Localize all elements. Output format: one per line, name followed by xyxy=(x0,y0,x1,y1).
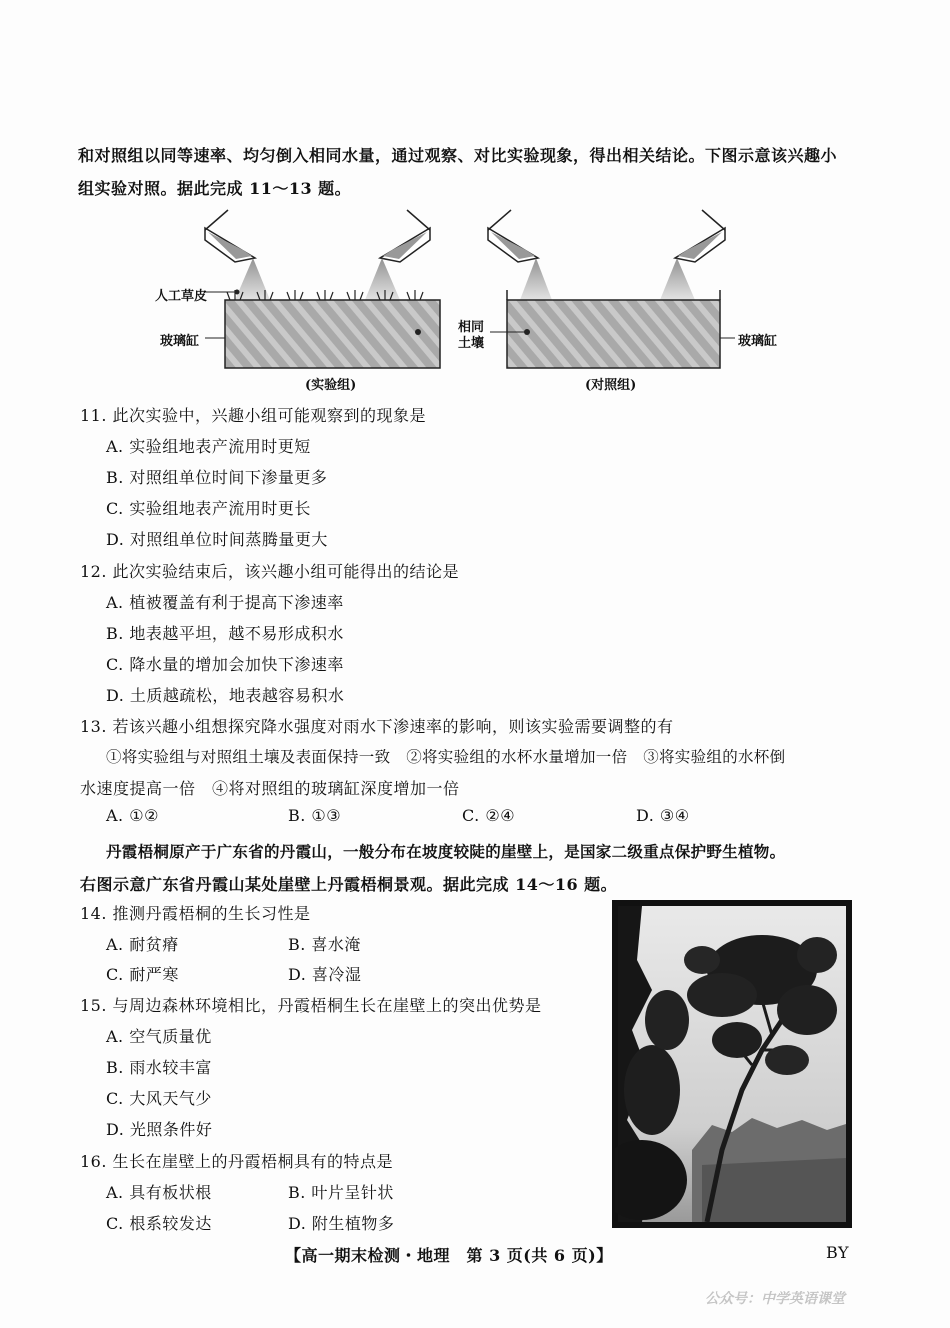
label-same-soil-1: 相同 xyxy=(458,320,485,335)
q11-option-a[interactable]: A. 实验组地表产流用时更短 xyxy=(106,437,311,456)
q15-option-a[interactable]: A. 空气质量优 xyxy=(106,1027,212,1046)
q12-option-b[interactable]: B. 地表越平坦，越不易形成积水 xyxy=(106,624,344,643)
intro-line-1: 和对照组以同等速率、均匀倒入相同水量，通过观察、对比实验现象，得出相关结论。下图示意该兴趣小 xyxy=(78,146,838,165)
q11-option-b[interactable]: B. 对照组单位时间下渗量更多 xyxy=(106,468,328,487)
glass-tank-experiment xyxy=(225,300,440,368)
q14-option-b[interactable]: B. 喜水淹 xyxy=(288,935,361,954)
q12-option-c[interactable]: C. 降水量的增加会加快下渗速率 xyxy=(106,655,344,674)
intro-line-2: 组实验对照。据此完成 11～13 题。 xyxy=(78,179,352,198)
q12-option-a[interactable]: A. 植被覆盖有利于提高下渗速率 xyxy=(106,593,344,612)
q12-stem: 12. 此次实验结束后，该兴趣小组可能得出的结论是 xyxy=(80,562,460,581)
q11-option-d[interactable]: D. 对照组单位时间蒸腾量更大 xyxy=(106,530,328,549)
q13-option-d[interactable]: D. ③④ xyxy=(636,806,690,825)
label-glass-tank-left: 玻璃缸 xyxy=(160,334,200,349)
q14-option-a[interactable]: A. 耐贫瘠 xyxy=(106,935,179,954)
q13-statements-line-2: 水速度提高一倍 ④将对照组的玻璃缸深度增加一倍 xyxy=(80,779,460,798)
label-glass-tank-right: 玻璃缸 xyxy=(738,334,778,349)
q16-stem: 16. 生长在崖壁上的丹霞梧桐具有的特点是 xyxy=(80,1152,394,1171)
q13-option-c[interactable]: C. ②④ xyxy=(462,806,516,825)
q14-stem: 14. 推测丹霞梧桐的生长习性是 xyxy=(80,904,311,923)
q15-option-c[interactable]: C. 大风天气少 xyxy=(106,1089,212,1108)
water-cup-right-1 xyxy=(488,210,552,300)
water-cup-right-2 xyxy=(660,210,725,300)
q16-option-a[interactable]: A. 具有板状根 xyxy=(106,1183,212,1202)
q13-stem: 13. 若该兴趣小组想探究降水强度对雨水下渗速率的影响，则该实验需要调整的有 xyxy=(80,717,674,736)
water-cup-left-2 xyxy=(365,210,430,300)
label-same-soil-2: 土壤 xyxy=(458,336,485,351)
q11-stem: 11. 此次实验中，兴趣小组可能观察到的现象是 xyxy=(80,406,427,425)
footer-code: BY xyxy=(826,1243,850,1262)
q13-option-b[interactable]: B. ①③ xyxy=(288,806,342,825)
q16-option-d[interactable]: D. 附生植物多 xyxy=(288,1214,395,1233)
q14-option-c[interactable]: C. 耐严寒 xyxy=(106,965,179,984)
q15-stem: 15. 与周边森林环境相比，丹霞梧桐生长在崖壁上的突出优势是 xyxy=(80,996,542,1015)
footer-page-info: 【高一期末检测・地理 第 3 页(共 6 页)】 xyxy=(285,1246,613,1265)
experiment-diagram xyxy=(150,200,790,400)
watermark: 公众号：中学英语课堂 xyxy=(705,1291,845,1307)
q11-option-c[interactable]: C. 实验组地表产流用时更长 xyxy=(106,499,311,518)
water-cup-left-1 xyxy=(205,210,270,300)
danxia-tree-photo xyxy=(612,900,852,1228)
passage2-line-1: 丹霞梧桐原产于广东省的丹霞山，一般分布在坡度较陡的崖壁上，是国家二级重点保护野生植物。 xyxy=(106,842,786,861)
q15-option-b[interactable]: B. 雨水较丰富 xyxy=(106,1058,212,1077)
q16-option-c[interactable]: C. 根系较发达 xyxy=(106,1214,212,1233)
q12-option-d[interactable]: D. 土质越疏松，地表越容易积水 xyxy=(106,686,345,705)
q15-option-d[interactable]: D. 光照条件好 xyxy=(106,1120,213,1139)
q14-option-d[interactable]: D. 喜冷湿 xyxy=(288,965,362,984)
label-artificial-turf: 人工草皮 xyxy=(155,289,208,304)
caption-experiment-group: (实验组) xyxy=(305,378,357,393)
q13-option-a[interactable]: A. ①② xyxy=(106,806,159,825)
q13-statements-line-1: ①将实验组与对照组土壤及表面保持一致 ②将实验组的水杯水量增加一倍 ③将实验组的水杯倒 xyxy=(106,748,786,766)
passage2-line-2: 右图示意广东省丹霞山某处崖壁上丹霞梧桐景观。据此完成 14～16 题。 xyxy=(80,875,618,894)
q16-option-b[interactable]: B. 叶片呈针状 xyxy=(288,1183,394,1202)
caption-control-group: (对照组) xyxy=(585,378,637,393)
glass-tank-control xyxy=(507,300,720,368)
